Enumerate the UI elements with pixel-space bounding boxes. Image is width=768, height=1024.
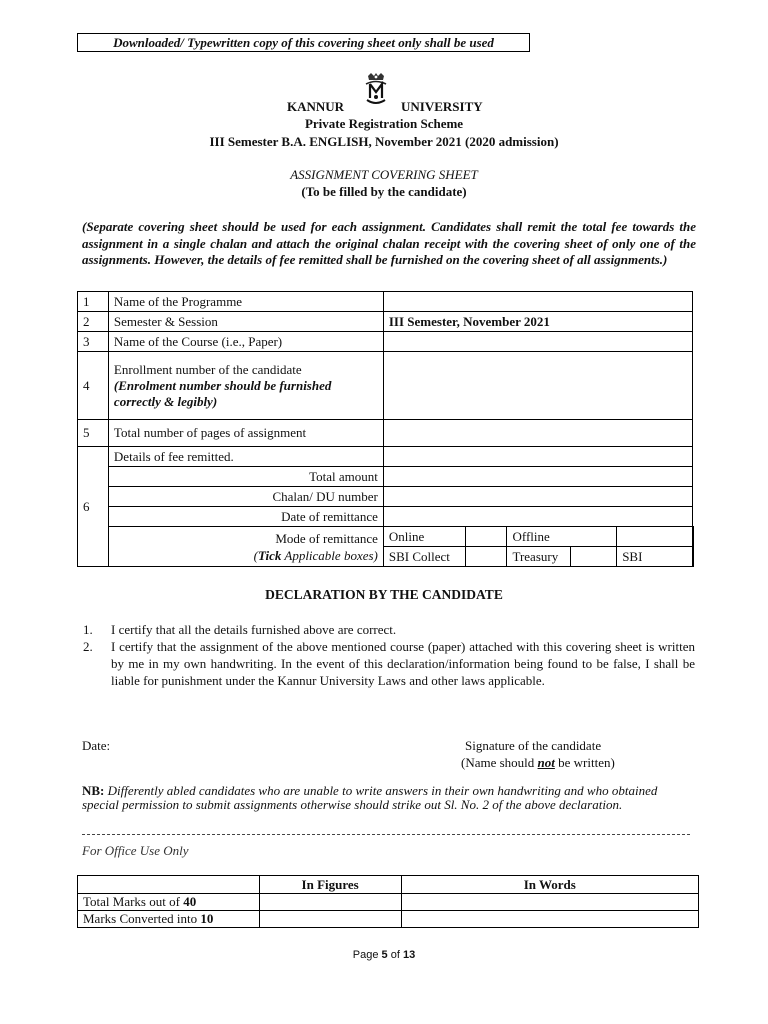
table-row [78, 876, 699, 894]
table-row [78, 507, 694, 527]
name-note-post: be written) [554, 755, 615, 770]
tick-open: ( [253, 547, 259, 563]
converted-marks-words[interactable] [401, 911, 698, 928]
fee-details-label: Details of fee remitted. [108, 447, 383, 467]
total-marks-label [78, 894, 260, 911]
table-row [78, 527, 694, 547]
offline-label: Offline [507, 527, 617, 547]
semester-label: Semester & Session [108, 312, 383, 332]
instructions-paragraph: (Separate covering sheet should be used for each assignment. Candidates shall remit the total fee towards the assignment in a single chalan and attach the original chalan receipt with the covering sheet of only one of the assignments. However, the details of fee remitted shall be furnished on the covering sheet of all assignments.) [82, 219, 696, 267]
office-use-title: For Office Use Only [82, 843, 189, 858]
online-checkbox[interactable] [465, 527, 507, 547]
treasury-checkbox[interactable] [571, 547, 617, 567]
chalan-label: Chalan/ DU number [108, 487, 383, 507]
university-name-right: UNIVERSITY [401, 99, 483, 114]
total-marks-text: Total Marks out of [83, 894, 184, 909]
scheme-title: Private Registration Scheme [304, 116, 464, 131]
name-note-pre: (Name should [461, 755, 538, 770]
course-label: Name of the Course (i.e., Paper) [108, 332, 383, 352]
total-marks-words[interactable] [401, 894, 698, 911]
tick-bold: Tick [258, 547, 282, 563]
pages-label: Total number of pages of assignment [108, 420, 383, 447]
list-item [83, 638, 695, 689]
page-footer [0, 949, 768, 961]
mode-remittance-label: Mode of remittance [275, 530, 378, 546]
nb-note [82, 784, 694, 812]
row-number: 2 [78, 312, 109, 332]
table-row [78, 487, 694, 507]
online-label: Online [383, 527, 465, 547]
exam-title: III Semester B.A. ENGLISH, November 2021 (2020 admission) [209, 134, 559, 149]
treasury-label: Treasury [507, 547, 571, 567]
sbi-collect-checkbox[interactable] [465, 547, 507, 567]
enrollment-note: (Enrolment number should be furnished correctly & legibly) [113, 377, 332, 409]
programme-field[interactable] [383, 292, 692, 312]
university-emblem-icon [362, 72, 390, 106]
sbi-checkbox[interactable] [693, 547, 694, 567]
date-label: Date: [82, 738, 111, 753]
date-remittance-label: Date of remittance [108, 507, 383, 527]
course-field[interactable] [383, 332, 692, 352]
table-row [78, 447, 694, 467]
converted-marks-text: Marks Converted into [83, 911, 201, 926]
total-marks-figures[interactable] [259, 894, 401, 911]
col-figures-header: In Figures [259, 876, 401, 894]
table-row [78, 911, 699, 928]
table-row [78, 894, 699, 911]
date-remittance-field[interactable] [383, 507, 692, 527]
converted-marks-figures[interactable] [259, 911, 401, 928]
name-note [461, 755, 615, 771]
row-number: 5 [78, 420, 109, 447]
banner: Downloaded/ Typewritten copy of this covering sheet only shall be used [77, 33, 530, 52]
declaration-item-2: I certify that the assignment of the above mentioned course (paper) attached with this covering sheet is written by me in my own handwriting. In the event of this declaration/information being found to be false, I shall be liable for punishment under the Kannur University Laws and other laws applicable. [111, 639, 695, 688]
mode-remittance-cell [108, 527, 383, 567]
page-label: Page [352, 949, 382, 961]
fee-details-field[interactable] [383, 447, 692, 467]
converted-marks-label [78, 911, 260, 928]
row-number: 6 [78, 447, 109, 567]
sheet-subtitle: (To be filled by the candidate) [301, 184, 467, 199]
name-note-not: not [537, 755, 555, 770]
programme-label: Name of the Programme [108, 292, 383, 312]
offline-checkbox[interactable] [617, 527, 693, 547]
list-number: 1. [83, 622, 93, 637]
table-row [78, 292, 694, 312]
total-marks-num: 40 [183, 894, 197, 909]
row-number: 1 [78, 292, 109, 312]
page-total: 13 [402, 949, 416, 961]
table-row [78, 467, 694, 487]
declaration-title: DECLARATION BY THE CANDIDATE [265, 587, 503, 602]
tick-rest: Applicable boxes) [281, 547, 378, 563]
total-amount-label: Total amount [108, 467, 383, 487]
nb-label: NB: [82, 783, 105, 798]
table-row [78, 312, 694, 332]
table-row [78, 352, 694, 420]
covering-form-table [77, 291, 694, 567]
chalan-field[interactable] [383, 487, 692, 507]
enrollment-field[interactable] [383, 352, 692, 420]
declaration-list [83, 621, 695, 689]
converted-marks-num: 10 [200, 911, 214, 926]
sbi-collect-label: SBI Collect [383, 547, 465, 567]
sheet-title: ASSIGNMENT COVERING SHEET [290, 167, 478, 182]
list-item [83, 621, 695, 638]
page-number: 5 [381, 949, 388, 961]
nb-text: Differently abled candidates who are unable to write answers in their own handwriting and who obtained special permission to submit assignments otherwise should strike out Sl. No. 2 of the above declaration. [82, 783, 658, 812]
row-number: 3 [78, 332, 109, 352]
list-number: 2. [83, 639, 93, 654]
empty-cell [78, 876, 260, 894]
enrollment-cell [108, 352, 383, 420]
table-row [78, 332, 694, 352]
declaration-item-1: I certify that all the details furnished above are correct. [111, 622, 397, 637]
tick-instruction [114, 547, 378, 564]
empty-cell [693, 527, 694, 547]
enrollment-label: Enrollment number of the candidate [113, 361, 302, 377]
divider [82, 834, 690, 835]
table-row [78, 420, 694, 447]
office-marks-table [77, 875, 699, 928]
university-name-left: KANNUR [287, 99, 345, 114]
page-of: of [387, 949, 403, 961]
pages-field[interactable] [383, 420, 692, 447]
total-amount-field[interactable] [383, 467, 692, 487]
col-words-header: In Words [401, 876, 698, 894]
signature-label: Signature of the candidate [465, 738, 602, 753]
row-number: 4 [78, 352, 109, 420]
sbi-label: SBI [617, 547, 693, 567]
semester-field[interactable]: III Semester, November 2021 [383, 312, 692, 332]
